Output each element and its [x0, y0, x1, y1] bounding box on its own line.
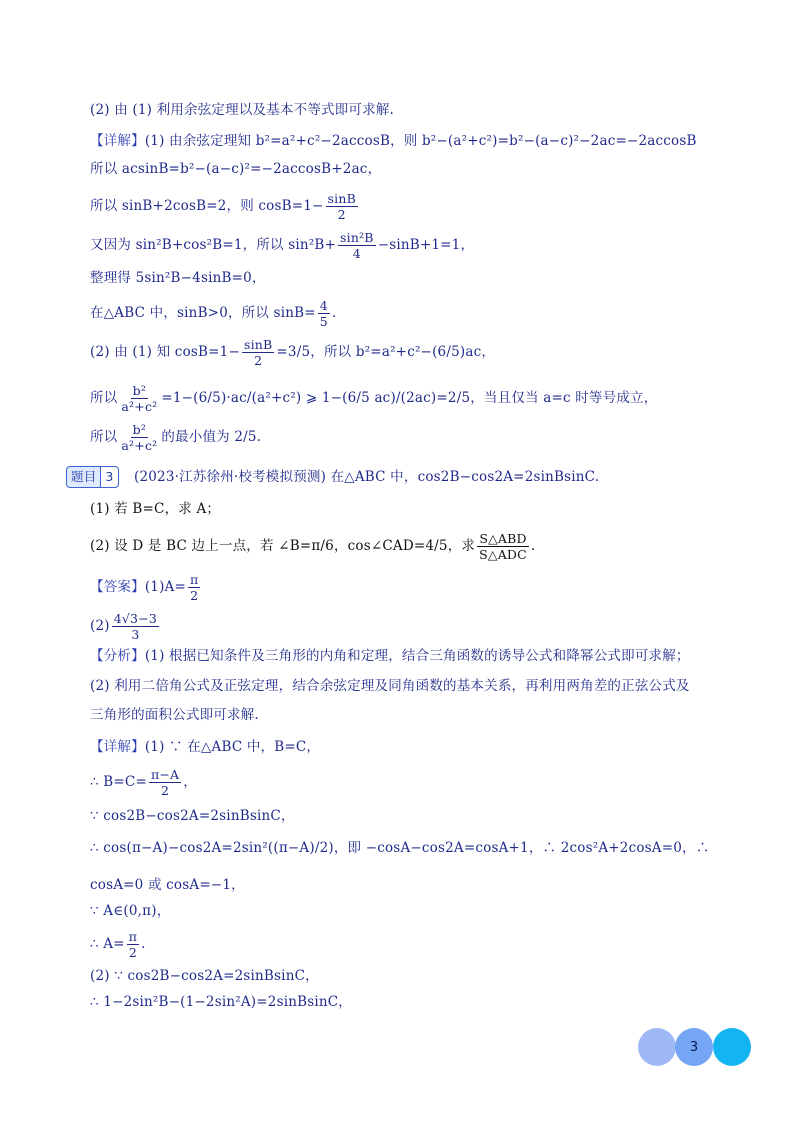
- section-tag: 【详解】: [90, 133, 145, 149]
- fraction: [119, 422, 159, 453]
- line-text: (2) 利用二倍角公式及正弦定理，结合余弦定理及同角函数的基本关系，再利用两角差的正弦公式及: [90, 678, 690, 694]
- line-text: ∵ cos2B−cos2A=2sinBsinC，: [90, 808, 295, 824]
- fraction: [318, 298, 330, 329]
- fraction: [149, 767, 181, 798]
- fraction: [338, 230, 376, 261]
- text-line: [90, 611, 161, 642]
- text-line: [90, 993, 352, 1011]
- text-line: [71, 468, 600, 486]
- line-text-after: −sinB+1=1，: [377, 237, 475, 253]
- text-line: [90, 647, 690, 665]
- text-line: [90, 807, 295, 825]
- line-text-after: .: [530, 538, 536, 554]
- fraction-numerator: 4√3−3: [113, 611, 158, 626]
- page-number-decoration: [638, 1028, 758, 1068]
- fraction-denominator: S△ADC: [479, 547, 527, 562]
- text-line: [90, 572, 202, 603]
- line-text-before: 在△ABC 中，sinB>0，所以 sinB=: [90, 305, 316, 321]
- text-line: [90, 383, 657, 414]
- line-text-before: 所以: [90, 429, 118, 445]
- line-text: cosA=0 或 cosA=−1，: [90, 877, 245, 893]
- line-text-before: ∴ A=: [90, 936, 125, 952]
- text-line: [90, 902, 170, 920]
- text-line: [90, 767, 197, 798]
- fraction: [112, 611, 159, 642]
- line-text: (2) 由 (1) 利用余弦定理以及基本不等式即可求解.: [90, 102, 395, 118]
- line-text-before: (2) 设 D 是 BC 边上一点，若 ∠B=π/6，cos∠CAD=4/5，求: [90, 538, 476, 554]
- line-text: 整理得 5sin²B−4sinB=0，: [90, 270, 266, 286]
- line-text: (1) 根据已知条件及三角形的内角和定理，结合三角函数的诱导公式和降幂公式即可求解；: [144, 648, 690, 664]
- fraction-denominator: a²+c²: [121, 399, 158, 414]
- text-line: [90, 101, 394, 119]
- text-line: [90, 706, 259, 724]
- line-text-before: ∴ B=C=: [90, 774, 147, 790]
- text-line: [90, 738, 320, 756]
- fraction: [188, 572, 200, 603]
- fraction-numerator: π−A: [150, 767, 180, 782]
- line-text-before: 所以: [90, 390, 118, 406]
- fraction-numerator: sinB: [327, 191, 356, 206]
- line-text-before: (2) 由 (1) 知 cosB=1−: [90, 344, 240, 360]
- fraction-numerator: 4: [319, 298, 328, 313]
- section-tag: 【答案】: [90, 579, 145, 595]
- text-line: [90, 967, 319, 985]
- text-line: [90, 839, 709, 857]
- fraction-numerator: b²: [132, 422, 147, 437]
- fraction-numerator: S△ABD: [479, 531, 527, 546]
- fraction-denominator: a²+c²: [121, 438, 158, 453]
- fraction: [242, 337, 274, 368]
- question-label: 题目: [71, 469, 97, 484]
- fraction-denominator: 2: [254, 353, 263, 368]
- text-line: [90, 191, 360, 222]
- page-number: 3: [675, 1028, 713, 1066]
- fraction-numerator: π: [128, 929, 138, 944]
- line-text-after: =3/5，所以 b²=a²+c²−(6/5)ac，: [276, 344, 496, 360]
- text-line: [90, 500, 220, 518]
- line-text: (1) 若 B=C，求 A；: [90, 501, 221, 517]
- question-badge: [66, 466, 119, 488]
- line-text: 所以 acsinB=b²−(a−c)²=−2accosB+2ac，: [90, 161, 382, 177]
- line-text-after: =1−(6/5)·ac/(a²+c²) ⩾ 1−(6/5 ac)/(2ac)=2/5，当且仅当 a=c 时等号成立，: [161, 390, 658, 406]
- line-text-before: (2): [90, 618, 110, 634]
- fraction-denominator: 2: [190, 588, 199, 603]
- fraction: [477, 531, 529, 562]
- text-line: [90, 160, 381, 178]
- line-text-after: 的最小值为 2/5.: [161, 429, 262, 445]
- fraction: [326, 191, 358, 222]
- text-line: [90, 677, 690, 695]
- line-text: (1) ∵ 在△ABC 中，B=C，: [144, 739, 321, 755]
- question-text: (2023·江苏徐州·校考模拟预测) 在△ABC 中，cos2B−cos2A=2sinBsinC.: [134, 469, 600, 485]
- line-text-before: 又因为 sin²B+cos²B=1，所以 sin²B+: [90, 237, 337, 253]
- decor-circle-left: [638, 1028, 676, 1066]
- line-text-before: 所以 sinB+2cosB=2，则 cosB=1−: [90, 198, 324, 214]
- text-line: [90, 876, 245, 894]
- text-line: [90, 531, 535, 562]
- text-line: [90, 298, 336, 329]
- text-line: [90, 422, 261, 453]
- fraction: [119, 383, 159, 414]
- fraction-numerator: b²: [132, 383, 147, 398]
- fraction-denominator: 2: [337, 207, 346, 222]
- fraction-denominator: 5: [319, 314, 328, 329]
- fraction-denominator: 4: [352, 246, 361, 261]
- line-text-after: .: [331, 305, 337, 321]
- line-text: ∴ 1−2sin²B−(1−2sin²A)=2sinBsinC，: [90, 994, 353, 1010]
- line-text-after: ，: [183, 774, 197, 790]
- line-text: ∵ A∈(0,π)，: [90, 903, 171, 919]
- section-tag: 【分析】: [90, 648, 145, 664]
- text-line: [90, 929, 146, 960]
- line-text: (2) ∵ cos2B−cos2A=2sinBsinC，: [90, 968, 319, 984]
- line-text: (1) 由余弦定理知 b²=a²+c²−2accosB，则 b²−(a²+c²)=b²−(a−c)²−2ac=−2accosB: [144, 133, 697, 149]
- line-text-after: .: [141, 936, 146, 952]
- fraction-numerator: sin²B: [340, 230, 374, 245]
- text-line: [90, 269, 266, 287]
- text-line: [90, 337, 495, 368]
- fraction-numerator: sinB: [243, 337, 273, 352]
- text-line: [90, 132, 697, 150]
- decor-circle-right: [713, 1028, 751, 1066]
- line-text-before: (1)A=: [144, 579, 186, 595]
- fraction: [127, 929, 139, 960]
- text-line: [90, 230, 474, 261]
- line-text: 三角形的面积公式即可求解.: [90, 707, 259, 723]
- question-number: 3: [100, 467, 117, 487]
- line-text: ∴ cos(π−A)−cos2A=2sin²((π−A)/2)，即 −cosA−cos2A=cosA+1，∴ 2cos²A+2cosA=0，∴: [90, 840, 710, 856]
- fraction-denominator: 2: [161, 783, 170, 798]
- fraction-denominator: 2: [128, 945, 138, 960]
- fraction-numerator: π: [190, 572, 199, 587]
- section-tag: 【详解】: [90, 739, 145, 755]
- fraction-denominator: 3: [131, 627, 140, 642]
